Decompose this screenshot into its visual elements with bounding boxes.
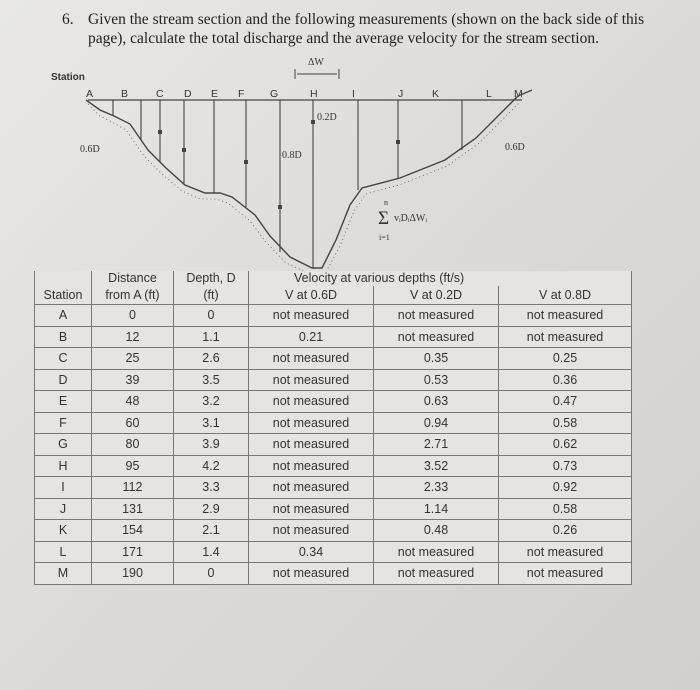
cell-distance: 25 (92, 348, 174, 370)
cell-depth: 3.9 (174, 434, 249, 456)
cell-station: E (35, 391, 92, 413)
cell-depth: 1.1 (174, 326, 249, 348)
cell-distance: 171 (92, 541, 174, 563)
header-velocity-group: Velocity at various depths (ft/s) (249, 271, 632, 286)
station-letter-f: F (238, 88, 245, 100)
cell-depth: 3.5 (174, 369, 249, 391)
cell-v-0-8d: 0.26 (499, 520, 632, 542)
channel-bed-outline (86, 90, 532, 268)
cell-station: I (35, 477, 92, 499)
table-row (35, 563, 632, 585)
table-row (35, 412, 632, 434)
formula-lower-limit: i=1 (379, 233, 390, 242)
station-axis-label: Station (51, 72, 85, 83)
station-letter-c: C (156, 88, 164, 100)
cell-station: K (35, 520, 92, 542)
cell-v-0-2d: 2.33 (374, 477, 499, 499)
cell-v-0-2d: not measured (374, 563, 499, 585)
station-letter-j: J (398, 88, 404, 100)
cell-depth: 3.3 (174, 477, 249, 499)
point-g (244, 160, 248, 164)
cell-distance: 112 (92, 477, 174, 499)
label-0-8d: 0.8D (282, 150, 302, 161)
station-letter-i: I (352, 88, 355, 100)
table-header-row-1 (35, 271, 632, 286)
header-distance-bottom: from A (ft) (92, 286, 174, 305)
cell-v-0-8d: not measured (499, 326, 632, 348)
cell-depth: 2.6 (174, 348, 249, 370)
cell-depth: 0 (174, 563, 249, 585)
cell-station: L (35, 541, 92, 563)
cell-v-0-2d: 0.94 (374, 412, 499, 434)
cell-distance: 131 (92, 498, 174, 520)
cell-v-0-6d: not measured (249, 563, 374, 585)
cell-depth: 2.1 (174, 520, 249, 542)
cell-station: D (35, 369, 92, 391)
cell-distance: 95 (92, 455, 174, 477)
cell-v-0-2d: 2.71 (374, 434, 499, 456)
header-distance-top: Distance (92, 271, 174, 286)
header-station: Station (35, 286, 92, 305)
cell-v-0-2d: 0.53 (374, 369, 499, 391)
cell-v-0-6d: 0.34 (249, 541, 374, 563)
cell-station: H (35, 455, 92, 477)
cell-v-0-6d: not measured (249, 455, 374, 477)
stream-cross-section-diagram (0, 0, 700, 272)
cell-v-0-6d: not measured (249, 477, 374, 499)
cell-v-0-2d: not measured (374, 305, 499, 327)
cell-v-0-2d: not measured (374, 326, 499, 348)
point-e (182, 148, 186, 152)
problem-line-2: page), calculate the total discharge and the average velocity for the stream section. (88, 30, 599, 47)
header-depth-top: Depth, D (174, 271, 249, 286)
station-letter-k: K (432, 88, 440, 100)
station-letters (86, 88, 523, 100)
table-row (35, 520, 632, 542)
cell-v-0-2d: not measured (374, 541, 499, 563)
table-row (35, 326, 632, 348)
cell-distance: 60 (92, 412, 174, 434)
cell-v-0-6d: not measured (249, 412, 374, 434)
cell-v-0-6d: not measured (249, 520, 374, 542)
cell-depth: 3.2 (174, 391, 249, 413)
discharge-formula (378, 198, 427, 242)
formula-upper-limit: n (384, 198, 388, 207)
station-letter-d: D (184, 88, 192, 100)
table-row (35, 434, 632, 456)
table-row (35, 455, 632, 477)
cell-v-0-8d: 0.73 (499, 455, 632, 477)
measurement-verticals (113, 100, 462, 268)
station-letter-e: E (211, 88, 219, 100)
cell-station: F (35, 412, 92, 434)
header-v-0-8d: V at 0.8D (499, 286, 632, 305)
cell-depth: 2.9 (174, 498, 249, 520)
cell-distance: 39 (92, 369, 174, 391)
cell-v-0-6d: 0.21 (249, 326, 374, 348)
cell-v-0-2d: 0.63 (374, 391, 499, 413)
cell-distance: 154 (92, 520, 174, 542)
cell-station: M (35, 563, 92, 585)
table-header-row-2 (35, 286, 632, 305)
cell-distance: 12 (92, 326, 174, 348)
cell-v-0-6d: not measured (249, 434, 374, 456)
cell-distance: 0 (92, 305, 174, 327)
station-letter-b: B (121, 88, 129, 100)
cell-station: B (35, 326, 92, 348)
table-row (35, 369, 632, 391)
formula-body: vᵢDᵢΔWᵢ (394, 213, 427, 224)
station-letter-a: A (86, 88, 94, 100)
cell-v-0-8d: not measured (499, 563, 632, 585)
cell-depth: 3.1 (174, 412, 249, 434)
table-row (35, 498, 632, 520)
cell-v-0-2d: 0.35 (374, 348, 499, 370)
cell-v-0-2d: 3.52 (374, 455, 499, 477)
cell-v-0-6d: not measured (249, 369, 374, 391)
cell-v-0-8d: not measured (499, 541, 632, 563)
table-row (35, 391, 632, 413)
cell-v-0-8d: 0.25 (499, 348, 632, 370)
cell-v-0-8d: 0.36 (499, 369, 632, 391)
station-letter-l: L (486, 88, 492, 100)
station-letter-g: G (270, 88, 279, 100)
cell-distance: 80 (92, 434, 174, 456)
cell-v-0-2d: 1.14 (374, 498, 499, 520)
header-depth-bottom: (ft) (174, 286, 249, 305)
cell-v-0-8d: 0.92 (499, 477, 632, 499)
cell-v-0-8d: 0.58 (499, 498, 632, 520)
table-row (35, 477, 632, 499)
delta-w-label: ΔW (308, 57, 324, 68)
header-v-0-6d: V at 0.6D (249, 286, 374, 305)
station-letter-h: H (310, 88, 318, 100)
problem-number: 6. (62, 11, 74, 28)
point-h (278, 205, 282, 209)
label-0-6d-right: 0.6D (505, 142, 525, 153)
cell-station: J (35, 498, 92, 520)
bed-hatching (88, 102, 520, 272)
cell-station: G (35, 434, 92, 456)
formula-sigma: Σ (378, 208, 390, 229)
cell-v-0-8d: 0.62 (499, 434, 632, 456)
cell-station: A (35, 305, 92, 327)
label-0-2d: 0.2D (317, 112, 337, 123)
cell-v-0-8d: 0.47 (499, 391, 632, 413)
header-v-0-2d: V at 0.2D (374, 286, 499, 305)
cell-v-0-6d: not measured (249, 305, 374, 327)
table-row (35, 541, 632, 563)
table-row (35, 348, 632, 370)
cell-depth: 0 (174, 305, 249, 327)
point-d (158, 130, 162, 134)
measurement-points (158, 120, 400, 209)
cell-v-0-6d: not measured (249, 348, 374, 370)
table-row (35, 305, 632, 327)
point-k (396, 140, 400, 144)
cell-v-0-8d: not measured (499, 305, 632, 327)
cell-distance: 48 (92, 391, 174, 413)
cell-depth: 1.4 (174, 541, 249, 563)
label-0-6d-left: 0.6D (80, 144, 100, 155)
station-letter-m: M (514, 88, 523, 100)
cell-depth: 4.2 (174, 455, 249, 477)
cell-v-0-8d: 0.58 (499, 412, 632, 434)
cell-v-0-6d: not measured (249, 498, 374, 520)
cell-v-0-6d: not measured (249, 391, 374, 413)
problem-line-1: Given the stream section and the following measurements (shown on the back side of this (88, 11, 645, 28)
measurements-table (34, 271, 632, 585)
cell-distance: 190 (92, 563, 174, 585)
cell-station: C (35, 348, 92, 370)
cell-v-0-2d: 0.48 (374, 520, 499, 542)
